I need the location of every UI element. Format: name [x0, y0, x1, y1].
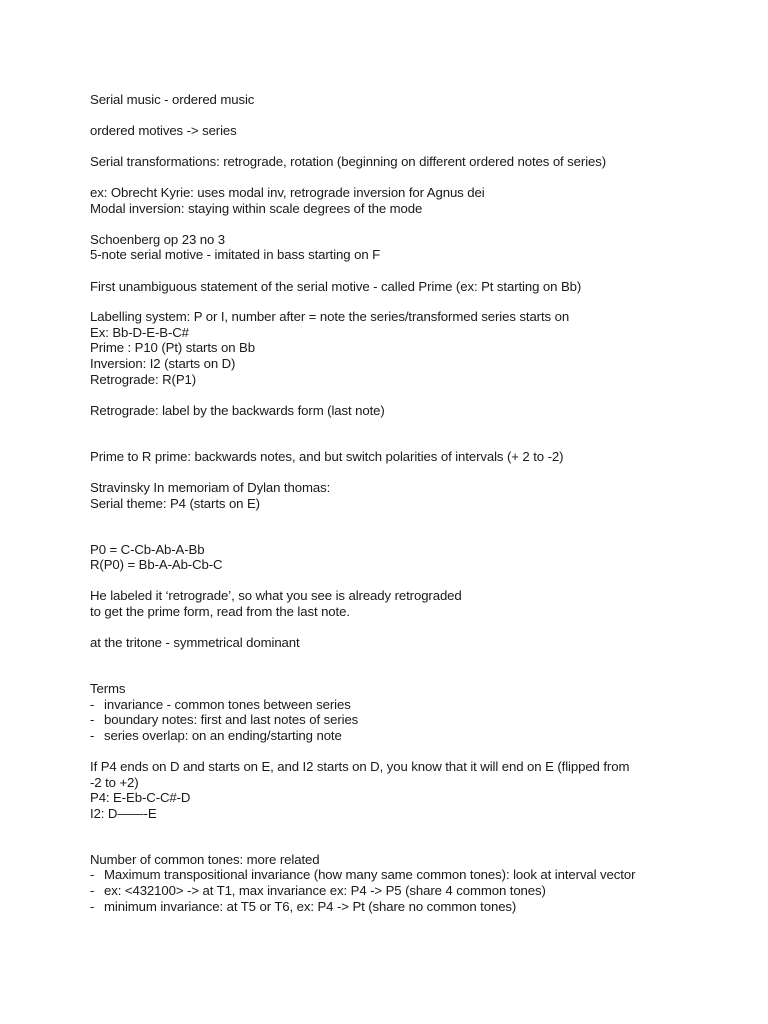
list-item-text: ex: <432100> -> at T1, max invariance ex: P4 -> P5 (share 4 common tones) [104, 883, 546, 898]
text-line: I2: D——-E [90, 806, 157, 821]
text-line: at the tritone - symmetrical dominant [90, 635, 300, 650]
list-item-text: minimum invariance: at T5 or T6, ex: P4 -> Pt (share no common tones) [104, 899, 517, 914]
list-item [90, 899, 516, 915]
list-dash: - [90, 899, 95, 914]
list-item [90, 712, 358, 728]
list-item-text: invariance - common tones between series [104, 697, 351, 712]
list-dash: - [90, 728, 95, 743]
list-dash: - [90, 883, 95, 898]
list-dash: - [90, 867, 95, 882]
text-line: Labelling system: P or I, number after = note the series/transformed series starts on [90, 309, 570, 324]
text-line: Number of common tones: more related [90, 852, 320, 867]
list-dash: - [90, 712, 95, 727]
text-line: Inversion: I2 (starts on D) [90, 356, 236, 371]
text-line: R(P0) = Bb-A-Ab-Cb-C [90, 557, 223, 572]
text-line: Stravinsky In memoriam of Dylan thomas: [90, 480, 331, 495]
text-line: Serial transformations: retrograde, rotation (beginning on different ordered notes of series) [90, 154, 607, 169]
text-line: Schoenberg op 23 no 3 [90, 232, 226, 247]
text-line: P4: E-Eb-C-C#-D [90, 790, 191, 805]
text-line: Prime to R prime: backwards notes, and but switch polarities of intervals (+ 2 to -2) [90, 449, 564, 464]
list-item-text: Maximum transpositional invariance (how many same common tones): look at interval vector [104, 867, 636, 882]
text-line: Retrograde: label by the backwards form (last note) [90, 403, 385, 418]
list-dash: - [90, 697, 95, 712]
text-line: Modal inversion: staying within scale degrees of the mode [90, 201, 423, 216]
list-item [90, 867, 635, 883]
text-line: Serial music - ordered music [90, 92, 255, 107]
text-line: -2 to +2) [90, 775, 139, 790]
text-line: Serial theme: P4 (starts on E) [90, 496, 260, 511]
text-line: ex: Obrecht Kyrie: uses modal inv, retrograde inversion for Agnus dei [90, 185, 485, 200]
list-item [90, 697, 351, 713]
list-item-text: boundary notes: first and last notes of series [104, 712, 359, 727]
text-line: Ex: Bb-D-E-B-C# [90, 325, 189, 340]
text-line: Retrograde: R(P1) [90, 372, 197, 387]
list-item-text: series overlap: on an ending/starting note [104, 728, 342, 743]
text-line: He labeled it ‘retrograde’, so what you see is already retrograded [90, 588, 462, 603]
text-line: Prime : P10 (Pt) starts on Bb [90, 340, 255, 355]
text-line: ordered motives -> series [90, 123, 237, 138]
list-item [90, 883, 546, 899]
list-item [90, 728, 342, 744]
text-line: P0 = C-Cb-Ab-A-Bb [90, 542, 205, 557]
text-line: First unambiguous statement of the serial motive - called Prime (ex: Pt starting on Bb) [90, 279, 582, 294]
text-line: Terms [90, 681, 126, 696]
text-line: 5-note serial motive - imitated in bass starting on F [90, 247, 381, 262]
text-line: to get the prime form, read from the last note. [90, 604, 350, 619]
text-line: If P4 ends on D and starts on E, and I2 starts on D, you know that it will end on E (flipped from [90, 759, 630, 774]
